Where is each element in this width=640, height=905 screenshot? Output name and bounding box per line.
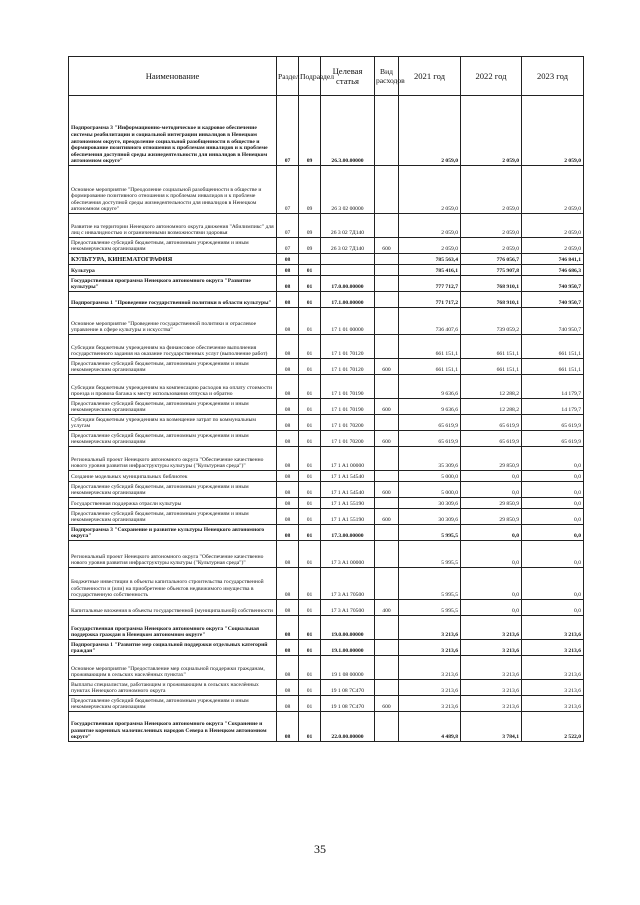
table-row: [69, 238, 584, 254]
row-expense-type: [375, 166, 399, 214]
row-expense-type: 600: [375, 359, 399, 375]
row-expense-type: [375, 541, 399, 568]
row-value-2022: 3 213,6: [461, 680, 522, 696]
table-row: [69, 447, 584, 471]
row-subsection: 01: [299, 471, 321, 482]
row-value-2022: 3 784,1: [461, 712, 522, 742]
row-expense-type: 400: [375, 600, 399, 616]
row-value-2022: 2 059,0: [461, 166, 522, 214]
row-value-2023: 0,0: [522, 509, 584, 525]
row-name: Предоставление субсидий бюджетным, автономным учреждениям и иным некоммерческим организациям: [69, 696, 277, 712]
row-name: Государственная поддержка отрасли культуры: [69, 498, 277, 509]
table-row: [69, 471, 584, 482]
row-subsection: 01: [299, 498, 321, 509]
table-row: [69, 335, 584, 359]
row-subsection: 01: [299, 359, 321, 375]
row-value-2023: 0,0: [522, 447, 584, 471]
table-row: [69, 96, 584, 166]
row-target-article: 17 1 01 70190: [321, 399, 375, 415]
table-row: [69, 359, 584, 375]
row-section: 07: [277, 166, 299, 214]
table-header-row: [69, 57, 584, 96]
row-target-article: 17 1 01 70200: [321, 431, 375, 447]
row-value-2023: 2 059,0: [522, 238, 584, 254]
row-expense-type: [375, 335, 399, 359]
row-value-2022: 776 056,7: [461, 254, 522, 265]
row-value-2021: 2 059,0: [399, 214, 461, 238]
row-value-2023: 740 950,7: [522, 292, 584, 308]
row-section: 08: [277, 525, 299, 541]
row-value-2022: 29 850,9: [461, 498, 522, 509]
row-subsection: 01: [299, 696, 321, 712]
row-section: 08: [277, 712, 299, 742]
row-value-2021: 9 636,6: [399, 399, 461, 415]
table-row: [69, 214, 584, 238]
row-value-2022: 768 910,1: [461, 292, 522, 308]
row-expense-type: [375, 616, 399, 640]
row-value-2021: 5 995,5: [399, 525, 461, 541]
row-section: 08: [277, 335, 299, 359]
row-value-2022: 0,0: [461, 541, 522, 568]
row-target-article: 17 1 A1 54540: [321, 482, 375, 498]
row-name: Государственная программа Ненецкого автономного округа "Развитие культуры": [69, 276, 277, 292]
row-subsection: 01: [299, 431, 321, 447]
row-value-2022: 0,0: [461, 525, 522, 541]
row-name: Основное мероприятие "Предоставление мер социальной поддержки гражданам, проживающим в сельских населённых пунктах": [69, 656, 277, 680]
header-year-2023: 2023 год: [522, 57, 584, 96]
row-expense-type: [375, 656, 399, 680]
row-value-2023: 740 950,7: [522, 276, 584, 292]
row-value-2023: 0,0: [522, 482, 584, 498]
row-value-2023: 0,0: [522, 568, 584, 600]
row-section: 08: [277, 482, 299, 498]
row-value-2023: 0,0: [522, 471, 584, 482]
row-value-2021: 30 309,6: [399, 498, 461, 509]
row-target-article: 17.3.00.00000: [321, 525, 375, 541]
row-expense-type: [375, 308, 399, 335]
row-subsection: 09: [299, 238, 321, 254]
row-expense-type: [375, 471, 399, 482]
row-name: Субсидии бюджетным учреждениям на финансовое обеспечение выполнения государственного задания на оказание государственных услуг (выполнение работ): [69, 335, 277, 359]
row-value-2023: 3 213,6: [522, 696, 584, 712]
row-value-2023: 0,0: [522, 541, 584, 568]
row-value-2022: 768 910,1: [461, 276, 522, 292]
row-value-2023: 0,0: [522, 498, 584, 509]
table-row: [69, 399, 584, 415]
budget-table: [68, 56, 584, 742]
row-section: 08: [277, 399, 299, 415]
row-subsection: 01: [299, 712, 321, 742]
row-name: Развитие на территории Ненецкого автономного округа движения "Абилимпикс" для лиц с инвалидностью и ограниченными возможностями здоровья: [69, 214, 277, 238]
row-expense-type: [375, 568, 399, 600]
row-value-2023: 3 213,6: [522, 640, 584, 656]
row-name: Региональный проект Ненецкого автономного округа "Обеспечение качественно нового уровня развития инфраструктуры культуры ("Культурная среда")": [69, 541, 277, 568]
table-row: [69, 292, 584, 308]
row-value-2022: 2 059,0: [461, 214, 522, 238]
row-name: Предоставление субсидий бюджетным, автономным учреждениям и иным некоммерческим организациям: [69, 238, 277, 254]
row-value-2022: 29 850,9: [461, 447, 522, 471]
row-name: Основное мероприятие "Преодоление социальной разобщенности в обществе и формирование позитивного отношения к проблемам инвалидов и к проблеме обеспечения доступной среды жизнедеятельности для инвалидов в Ненецком автономном округе": [69, 166, 277, 214]
row-target-article: 17 1 01 70120: [321, 335, 375, 359]
budget-document: [68, 56, 583, 742]
row-section: 07: [277, 214, 299, 238]
table-row: [69, 375, 584, 399]
table-row: [69, 616, 584, 640]
row-value-2021: 65 619,9: [399, 415, 461, 431]
row-subsection: 01: [299, 680, 321, 696]
row-value-2021: 5 995,5: [399, 541, 461, 568]
row-value-2023: 3 213,6: [522, 656, 584, 680]
row-value-2021: 5 000,0: [399, 482, 461, 498]
row-section: 08: [277, 541, 299, 568]
row-target-article: 19 1 08 7C470: [321, 680, 375, 696]
row-subsection: 01: [299, 292, 321, 308]
row-expense-type: [375, 214, 399, 238]
table-row: [69, 600, 584, 616]
row-target-article: 17.1.00.00000: [321, 292, 375, 308]
row-name: Субсидии бюджетным учреждениям на возмещение затрат по коммунальным услугам: [69, 415, 277, 431]
header-year-2021: 2021 год: [399, 57, 461, 96]
row-target-article: 17 1 01 70120: [321, 359, 375, 375]
row-target-article: 17 3 A1 70500: [321, 600, 375, 616]
header-name: Наименование: [69, 57, 277, 96]
row-expense-type: [375, 254, 399, 265]
row-value-2023: 65 619,9: [522, 415, 584, 431]
row-target-article: 26 3 02 00000: [321, 166, 375, 214]
row-name: Предоставление субсидий бюджетным, автономным учреждениям и иным некоммерческим организациям: [69, 431, 277, 447]
row-subsection: [299, 254, 321, 265]
table-row: [69, 680, 584, 696]
row-value-2021: 30 309,6: [399, 509, 461, 525]
row-expense-type: [375, 96, 399, 166]
table-row: [69, 568, 584, 600]
table-row: [69, 254, 584, 265]
row-value-2021: 3 213,6: [399, 656, 461, 680]
row-subsection: 01: [299, 265, 321, 276]
header-expense-type: Вид расходов: [375, 57, 399, 96]
row-value-2022: 65 619,9: [461, 415, 522, 431]
row-target-article: 19.1.00.00000: [321, 640, 375, 656]
row-subsection: 01: [299, 335, 321, 359]
row-section: 08: [277, 498, 299, 509]
row-value-2021: 661 151,1: [399, 359, 461, 375]
row-section: 08: [277, 568, 299, 600]
row-value-2021: 3 213,6: [399, 680, 461, 696]
table-row: [69, 525, 584, 541]
row-value-2021: 3 213,6: [399, 616, 461, 640]
row-name: Предоставление субсидий бюджетным, автономным учреждениям и иным некоммерческим организациям: [69, 359, 277, 375]
row-value-2021: 785 563,4: [399, 254, 461, 265]
row-value-2023: 2 522,0: [522, 712, 584, 742]
row-value-2022: 12 288,2: [461, 399, 522, 415]
row-subsection: 01: [299, 447, 321, 471]
row-value-2023: 3 213,6: [522, 616, 584, 640]
header-subsection: Подраздел: [299, 57, 321, 96]
row-value-2021: 3 213,6: [399, 696, 461, 712]
row-target-article: 17.0.00.00000: [321, 276, 375, 292]
row-section: 08: [277, 375, 299, 399]
row-name: Субсидии бюджетным учреждениям на компенсацию расходов на оплату стоимости проезда и провоза багажа к месту использования отпуска и обратно: [69, 375, 277, 399]
row-subsection: 01: [299, 600, 321, 616]
row-value-2023: 3 213,6: [522, 680, 584, 696]
row-expense-type: 600: [375, 482, 399, 498]
row-expense-type: [375, 415, 399, 431]
row-value-2021: 4 489,8: [399, 712, 461, 742]
row-value-2022: 0,0: [461, 482, 522, 498]
row-value-2022: 0,0: [461, 600, 522, 616]
row-value-2023: 746 686,3: [522, 265, 584, 276]
row-section: 08: [277, 415, 299, 431]
row-name: Капитальные вложения в объекты государственной (муниципальной) собственности: [69, 600, 277, 616]
row-expense-type: 600: [375, 509, 399, 525]
row-value-2023: 661 151,1: [522, 359, 584, 375]
row-subsection: 01: [299, 482, 321, 498]
row-value-2023: 2 059,0: [522, 214, 584, 238]
row-expense-type: [375, 640, 399, 656]
row-section: 08: [277, 254, 299, 265]
table-row: [69, 541, 584, 568]
row-value-2021: 9 636,6: [399, 375, 461, 399]
row-target-article: 26.3.00.00000: [321, 96, 375, 166]
row-target-article: 19.0.00.00000: [321, 616, 375, 640]
row-section: 08: [277, 308, 299, 335]
row-section: 08: [277, 640, 299, 656]
row-name: Подпрограмма 1 "Проведение государственной политики в области культуры": [69, 292, 277, 308]
table-row: [69, 431, 584, 447]
row-section: 08: [277, 600, 299, 616]
row-section: 08: [277, 509, 299, 525]
table-row: [69, 498, 584, 509]
row-subsection: 01: [299, 568, 321, 600]
row-name: Государственная программа Ненецкого автономного округа "Сохранение и развитие коренных малочисленных народов Севера в Ненецком автономном округе": [69, 712, 277, 742]
row-section: 08: [277, 680, 299, 696]
row-target-article: 17 1 01 70200: [321, 415, 375, 431]
header-section: Раздел: [277, 57, 299, 96]
table-row: [69, 509, 584, 525]
table-row: [69, 166, 584, 214]
row-target-article: 17 1 01 70190: [321, 375, 375, 399]
row-target-article: 17 3 A1 00000: [321, 541, 375, 568]
row-target-article: 26 3 02 7Д140: [321, 238, 375, 254]
row-target-article: 17 1 A1 00000: [321, 447, 375, 471]
row-value-2021: 5 995,5: [399, 600, 461, 616]
row-expense-type: 600: [375, 431, 399, 447]
row-value-2022: 739 059,2: [461, 308, 522, 335]
row-expense-type: [375, 498, 399, 509]
row-expense-type: [375, 712, 399, 742]
row-value-2022: 661 151,1: [461, 359, 522, 375]
table-body: [69, 96, 584, 742]
row-name: Подпрограмма 3 "Сохранение и развитие культуры Ненецкого автономного округа": [69, 525, 277, 541]
row-subsection: 09: [299, 166, 321, 214]
row-subsection: 01: [299, 415, 321, 431]
row-value-2021: 771 717,2: [399, 292, 461, 308]
row-target-article: [321, 265, 375, 276]
row-value-2021: 3 213,6: [399, 640, 461, 656]
row-value-2023: 740 950,7: [522, 308, 584, 335]
row-value-2022: 0,0: [461, 471, 522, 482]
header-year-2022: 2022 год: [461, 57, 522, 96]
row-expense-type: [375, 525, 399, 541]
row-name: Государственная программа Ненецкого автономного округа "Социальная поддержка граждан в Ненецком автономном округе": [69, 616, 277, 640]
row-value-2021: 5 995,5: [399, 568, 461, 600]
table-row: [69, 415, 584, 431]
row-name: Основное мероприятие "Проведение государственной политики и отраслевое управление в сфере культуры и искусства": [69, 308, 277, 335]
row-name: Подпрограмма 3 "Информационно-методическое и кадровое обеспечение системы реабилитации и социальной интеграции инвалидов в Ненецком автономном округе, преодоление социальной разобщенности в обществе и формирование позитивного отношения к проблемам инвалидов и к проблеме обеспечения доступной среды жизнедеятельности для инвалидов в Ненецком автономном округе": [69, 96, 277, 166]
row-subsection: 01: [299, 308, 321, 335]
row-subsection: 01: [299, 656, 321, 680]
row-name: Подпрограмма 1 "Развитие мер социальной поддержки отдельных категорий граждан": [69, 640, 277, 656]
row-value-2023: 65 619,9: [522, 431, 584, 447]
row-name: Предоставление субсидий бюджетным, автономным учреждениям и иным некоммерческим организациям: [69, 399, 277, 415]
row-value-2021: 661 151,1: [399, 335, 461, 359]
row-name: Бюджетные инвестиции в объекты капитального строительства государственной собственности и (или) на приобретение объектов недвижимого имущества в государственную собственность: [69, 568, 277, 600]
row-target-article: 17 1 A1 55190: [321, 498, 375, 509]
row-target-article: 17 1 01 00000: [321, 308, 375, 335]
row-value-2023: 14 179,7: [522, 399, 584, 415]
table-row: [69, 482, 584, 498]
row-target-article: 17 1 A1 55190: [321, 509, 375, 525]
row-value-2022: 2 059,0: [461, 238, 522, 254]
row-target-article: 19 1 08 00000: [321, 656, 375, 680]
row-name: КУЛЬТУРА, КИНЕМАТОГРАФИЯ: [69, 254, 277, 265]
row-section: 07: [277, 238, 299, 254]
row-expense-type: [375, 447, 399, 471]
row-subsection: 01: [299, 276, 321, 292]
row-expense-type: [375, 375, 399, 399]
row-value-2022: 65 619,9: [461, 431, 522, 447]
row-section: 08: [277, 292, 299, 308]
row-section: 08: [277, 696, 299, 712]
row-section: 08: [277, 359, 299, 375]
row-value-2023: 746 841,1: [522, 254, 584, 265]
table-row: [69, 265, 584, 276]
table-row: [69, 308, 584, 335]
row-value-2021: 2 059,0: [399, 238, 461, 254]
row-expense-type: [375, 276, 399, 292]
row-value-2022: 3 213,6: [461, 696, 522, 712]
row-name: Создание модельных муниципальных библиотек: [69, 471, 277, 482]
row-name: Предоставление субсидий бюджетным, автономным учреждениям и иным некоммерческим организациям: [69, 509, 277, 525]
row-section: 08: [277, 656, 299, 680]
table-row: [69, 640, 584, 656]
row-value-2023: 0,0: [522, 600, 584, 616]
row-section: 08: [277, 616, 299, 640]
row-section: 08: [277, 471, 299, 482]
row-value-2021: 736 407,6: [399, 308, 461, 335]
table-row: [69, 656, 584, 680]
row-target-article: 19 1 08 7C470: [321, 696, 375, 712]
row-expense-type: 600: [375, 399, 399, 415]
row-subsection: 09: [299, 214, 321, 238]
row-value-2021: 2 059,0: [399, 166, 461, 214]
row-name: Культура: [69, 265, 277, 276]
row-subsection: 01: [299, 640, 321, 656]
row-expense-type: [375, 680, 399, 696]
row-value-2022: 775 907,8: [461, 265, 522, 276]
row-value-2021: 777 712,7: [399, 276, 461, 292]
row-name: Региональный проект Ненецкого автономного округа "Обеспечение качественно нового уровня развития инфраструктуры культуры ("Культурная среда")": [69, 447, 277, 471]
row-subsection: 01: [299, 541, 321, 568]
row-subsection: 01: [299, 375, 321, 399]
row-section: 08: [277, 431, 299, 447]
row-section: 08: [277, 265, 299, 276]
row-subsection: 09: [299, 96, 321, 166]
table-row: [69, 696, 584, 712]
row-value-2023: 0,0: [522, 525, 584, 541]
row-subsection: 01: [299, 616, 321, 640]
row-value-2023: 2 059,0: [522, 166, 584, 214]
row-section: 07: [277, 96, 299, 166]
row-expense-type: [375, 292, 399, 308]
row-value-2021: 65 619,9: [399, 431, 461, 447]
table-row: [69, 276, 584, 292]
row-value-2022: 2 059,0: [461, 96, 522, 166]
row-value-2022: 12 288,2: [461, 375, 522, 399]
row-value-2023: 2 059,0: [522, 96, 584, 166]
row-value-2022: 3 213,6: [461, 616, 522, 640]
row-subsection: 01: [299, 399, 321, 415]
row-value-2022: 661 151,1: [461, 335, 522, 359]
row-subsection: 01: [299, 509, 321, 525]
row-value-2022: 3 213,6: [461, 640, 522, 656]
row-target-article: 17 1 A1 54540: [321, 471, 375, 482]
row-section: 08: [277, 447, 299, 471]
row-expense-type: 600: [375, 238, 399, 254]
row-value-2021: 5 000,0: [399, 471, 461, 482]
page-number: 35: [314, 842, 326, 856]
row-value-2021: 35 309,6: [399, 447, 461, 471]
row-target-article: 26 3 02 7Д140: [321, 214, 375, 238]
row-value-2021: 785 416,1: [399, 265, 461, 276]
row-section: 08: [277, 276, 299, 292]
row-value-2023: 661 151,1: [522, 335, 584, 359]
row-target-article: 22.0.00.00000: [321, 712, 375, 742]
header-target-article: Целевая статья: [321, 57, 375, 96]
row-subsection: 01: [299, 525, 321, 541]
row-expense-type: [375, 265, 399, 276]
row-value-2022: 29 850,9: [461, 509, 522, 525]
row-name: Предоставление субсидий бюджетным, автономным учреждениям и иным некоммерческим организациям: [69, 482, 277, 498]
row-value-2023: 14 179,7: [522, 375, 584, 399]
row-value-2022: 0,0: [461, 568, 522, 600]
table-row: [69, 712, 584, 742]
row-value-2022: 3 213,6: [461, 656, 522, 680]
row-value-2021: 2 059,0: [399, 96, 461, 166]
row-name: Выплаты специалистам, работающим и проживающим в сельских населённых пунктах Ненецкого автономного округа: [69, 680, 277, 696]
row-target-article: 17 3 A1 70500: [321, 568, 375, 600]
row-expense-type: 600: [375, 696, 399, 712]
row-target-article: [321, 254, 375, 265]
